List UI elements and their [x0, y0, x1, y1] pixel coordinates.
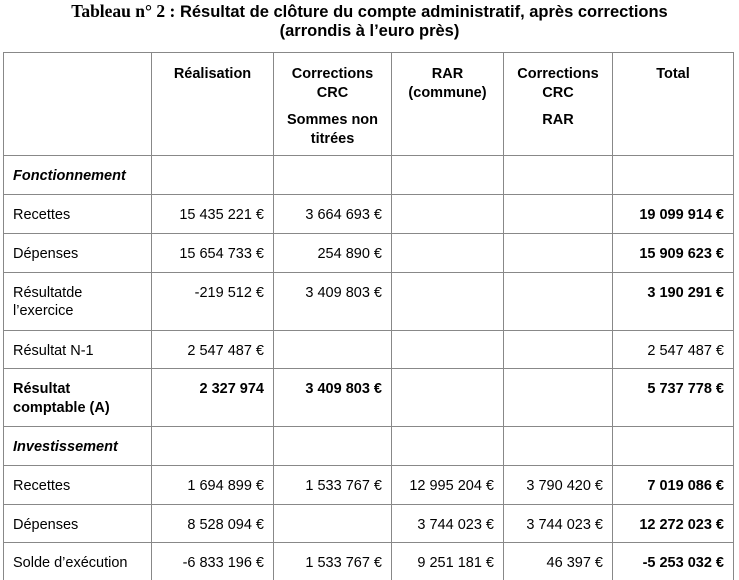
cell-total: 3 190 291 € — [613, 272, 734, 330]
section-label: Fonctionnement — [4, 156, 152, 195]
title-lead: Tableau n° 2 : — [71, 1, 176, 21]
header-rar: RAR (commune) — [392, 53, 504, 156]
result-table — [3, 52, 734, 580]
cell-total: 2 547 487 € — [613, 330, 734, 369]
section-row-fonctionnement — [4, 156, 734, 195]
row-label: Recettes — [4, 465, 152, 504]
cell-rar — [392, 369, 504, 427]
title-main: Résultat de clôture du compte administratif, après corrections — [179, 3, 668, 21]
table-row — [4, 272, 734, 330]
cell-rar — [392, 272, 504, 330]
table-row — [4, 233, 734, 272]
row-label: Dépenses — [4, 504, 152, 543]
cell-realisation: 1 694 899 € — [152, 465, 274, 504]
section-label: Investissement — [4, 427, 152, 466]
cell-rar — [392, 194, 504, 233]
cell-total: 12 272 023 € — [613, 504, 734, 543]
cell-total: 19 099 914 € — [613, 194, 734, 233]
cell-corrections-rar: 3 790 420 € — [504, 465, 613, 504]
header-empty — [4, 53, 152, 156]
header-realisation: Réalisation — [152, 53, 274, 156]
cell-corrections-rar — [504, 194, 613, 233]
row-label: Résultat N-1 — [4, 330, 152, 369]
cell-corrections-crc: 254 890 € — [274, 233, 392, 272]
cell-rar — [392, 330, 504, 369]
cell-rar: 3 744 023 € — [392, 504, 504, 543]
cell-total: 7 019 086 € — [613, 465, 734, 504]
header-row — [4, 53, 734, 156]
cell-rar: 9 251 181 € — [392, 543, 504, 580]
cell-corrections-crc: 3 664 693 € — [274, 194, 392, 233]
cell-realisation: 15 435 221 € — [152, 194, 274, 233]
cell-realisation: -219 512 € — [152, 272, 274, 330]
title-subline: (arrondis à l’euro près) — [279, 22, 460, 40]
table-title — [0, 2, 739, 41]
cell-realisation: 2 327 974 — [152, 369, 274, 427]
cell-total: 5 737 778 € — [613, 369, 734, 427]
cell-corrections-rar — [504, 330, 613, 369]
cell-rar — [392, 233, 504, 272]
header-corrections-crc: Corrections CRC Sommes non titrées — [274, 53, 392, 156]
cell-corrections-rar — [504, 233, 613, 272]
row-label: Recettes — [4, 194, 152, 233]
cell-corrections-rar — [504, 272, 613, 330]
header-total: Total — [613, 53, 734, 156]
cell-corrections-rar: 46 397 € — [504, 543, 613, 580]
title-line-1 — [0, 2, 739, 22]
cell-corrections-rar: 3 744 023 € — [504, 504, 613, 543]
row-label: Solde d’exécution — [4, 543, 152, 580]
cell-total: 15 909 623 € — [613, 233, 734, 272]
cell-corrections-crc: 1 533 767 € — [274, 465, 392, 504]
cell-realisation: 2 547 487 € — [152, 330, 274, 369]
table-row — [4, 543, 734, 580]
table-row — [4, 465, 734, 504]
table-row — [4, 330, 734, 369]
header-corrections-rar: Corrections CRC RAR — [504, 53, 613, 156]
cell-total: -5 253 032 € — [613, 543, 734, 580]
cell-realisation: 15 654 733 € — [152, 233, 274, 272]
cell-corrections-crc — [274, 330, 392, 369]
section-row-investissement — [4, 427, 734, 466]
cell-rar: 12 995 204 € — [392, 465, 504, 504]
table-row — [4, 369, 734, 427]
cell-corrections-rar — [504, 369, 613, 427]
table-row — [4, 504, 734, 543]
cell-corrections-crc: 1 533 767 € — [274, 543, 392, 580]
cell-realisation: 8 528 094 € — [152, 504, 274, 543]
cell-corrections-crc: 3 409 803 € — [274, 272, 392, 330]
table-row — [4, 194, 734, 233]
cell-realisation: -6 833 196 € — [152, 543, 274, 580]
row-label: Résultatde l’exercice — [4, 272, 152, 330]
cell-corrections-crc — [274, 504, 392, 543]
cell-corrections-crc: 3 409 803 € — [274, 369, 392, 427]
row-label: Résultat comptable (A) — [4, 369, 152, 427]
row-label: Dépenses — [4, 233, 152, 272]
